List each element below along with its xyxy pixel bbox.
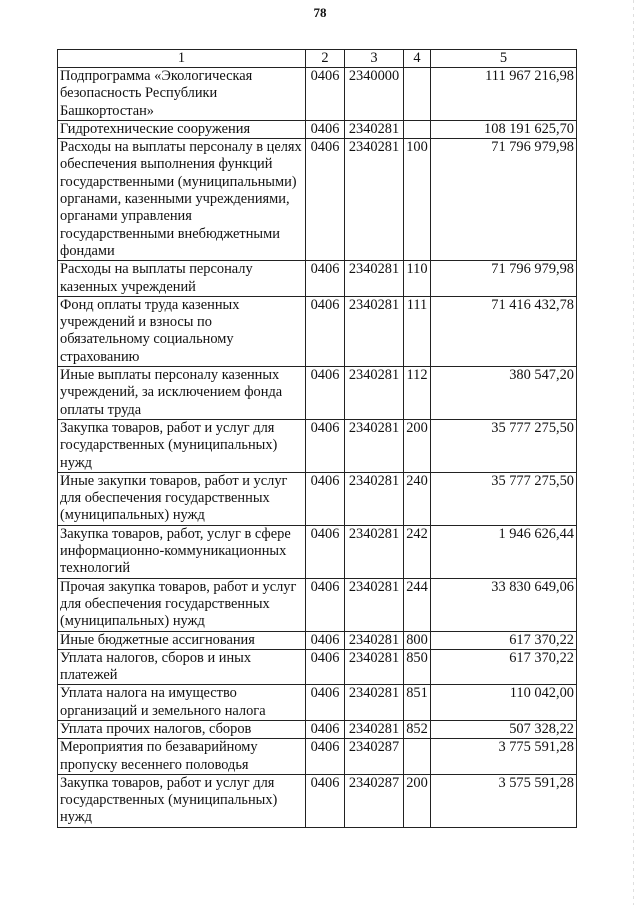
target-code: 2340281 xyxy=(345,720,404,738)
expense-name: Прочая закупка товаров, работ и услуг для обеспечения государственных (муниципальных) нужд xyxy=(58,578,306,631)
target-code: 2340281 xyxy=(345,472,404,525)
target-code: 2340281 xyxy=(345,525,404,578)
page-number: 78 xyxy=(313,5,327,20)
target-code: 2340281 xyxy=(345,631,404,649)
expense-name: Иные закупки товаров, работ и услуг для обеспечения государственных (муниципальных) нужд xyxy=(58,472,306,525)
amount-value: 110 042,00 xyxy=(431,685,577,721)
section-code: 0406 xyxy=(306,631,345,649)
expense-type-code: 100 xyxy=(404,139,431,261)
table-row xyxy=(58,525,577,578)
expense-type-code xyxy=(404,739,431,775)
table-row xyxy=(58,261,577,297)
expense-type-code: 111 xyxy=(404,296,431,366)
section-code: 0406 xyxy=(306,685,345,721)
table-row xyxy=(58,720,577,738)
expense-name: Подпрограмма «Экологическая безопасность Республики Башкортостан» xyxy=(58,68,306,121)
amount-value: 617 370,22 xyxy=(431,649,577,685)
target-code: 2340281 xyxy=(345,419,404,472)
section-code: 0406 xyxy=(306,68,345,121)
table-row xyxy=(58,472,577,525)
table-row xyxy=(58,296,577,366)
expense-name: Расходы на выплаты персоналу казенных учреждений xyxy=(58,261,306,297)
expense-type-code: 851 xyxy=(404,685,431,721)
expense-type-code: 852 xyxy=(404,720,431,738)
column-header-2: 2 xyxy=(306,50,345,68)
table-body xyxy=(58,68,577,828)
expense-name: Иные выплаты персоналу казенных учреждений, за исключением фонда оплаты труда xyxy=(58,367,306,420)
expense-name: Закупка товаров, работ и услуг для государственных (муниципальных) нужд xyxy=(58,419,306,472)
column-header-1: 1 xyxy=(58,50,306,68)
amount-value: 108 191 625,70 xyxy=(431,120,577,138)
section-code: 0406 xyxy=(306,472,345,525)
expense-name: Иные бюджетные ассигнования xyxy=(58,631,306,649)
amount-value: 35 777 275,50 xyxy=(431,419,577,472)
amount-value: 507 328,22 xyxy=(431,720,577,738)
amount-value: 380 547,20 xyxy=(431,367,577,420)
expense-name: Фонд оплаты труда казенных учреждений и взносы по обязательному социальному страхованию xyxy=(58,296,306,366)
expense-type-code: 110 xyxy=(404,261,431,297)
section-code: 0406 xyxy=(306,739,345,775)
amount-value: 111 967 216,98 xyxy=(431,68,577,121)
expense-name: Мероприятия по безаварийному пропуску весеннего половодья xyxy=(58,739,306,775)
expense-name: Уплата налогов, сборов и иных платежей xyxy=(58,649,306,685)
section-code: 0406 xyxy=(306,296,345,366)
section-code: 0406 xyxy=(306,525,345,578)
target-code: 2340000 xyxy=(345,68,404,121)
expense-type-code: 800 xyxy=(404,631,431,649)
amount-value: 35 777 275,50 xyxy=(431,472,577,525)
section-code: 0406 xyxy=(306,261,345,297)
amount-value: 617 370,22 xyxy=(431,631,577,649)
target-code: 2340287 xyxy=(345,739,404,775)
expense-name: Закупка товаров, работ, услуг в сфере информационно-коммуникационных технологий xyxy=(58,525,306,578)
section-code: 0406 xyxy=(306,774,345,827)
table-row xyxy=(58,774,577,827)
expense-name: Расходы на выплаты персоналу в целях обеспечения выполнения функций государственными (муниципальными) органами, казенными учреждениями, органами управления государственными внебюджетными фондами xyxy=(58,139,306,261)
section-code: 0406 xyxy=(306,720,345,738)
table-row xyxy=(58,685,577,721)
amount-value: 1 946 626,44 xyxy=(431,525,577,578)
table-row xyxy=(58,649,577,685)
amount-value: 3 575 591,28 xyxy=(431,774,577,827)
section-code: 0406 xyxy=(306,649,345,685)
table-header-row xyxy=(58,50,577,68)
table-row xyxy=(58,739,577,775)
section-code: 0406 xyxy=(306,367,345,420)
target-code: 2340281 xyxy=(345,649,404,685)
section-code: 0406 xyxy=(306,139,345,261)
target-code: 2340281 xyxy=(345,261,404,297)
expense-type-code: 242 xyxy=(404,525,431,578)
target-code: 2340281 xyxy=(345,120,404,138)
table-row xyxy=(58,68,577,121)
column-header-4: 4 xyxy=(404,50,431,68)
section-code: 0406 xyxy=(306,120,345,138)
expense-name: Уплата налога на имущество организаций и земельного налога xyxy=(58,685,306,721)
table-row xyxy=(58,139,577,261)
expense-name: Закупка товаров, работ и услуг для государственных (муниципальных) нужд xyxy=(58,774,306,827)
amount-value: 3 775 591,28 xyxy=(431,739,577,775)
expense-type-code: 850 xyxy=(404,649,431,685)
amount-value: 71 796 979,98 xyxy=(431,261,577,297)
expense-type-code xyxy=(404,68,431,121)
target-code: 2340281 xyxy=(345,685,404,721)
column-header-5: 5 xyxy=(431,50,577,68)
target-code: 2340281 xyxy=(345,367,404,420)
table-row xyxy=(58,120,577,138)
amount-value: 71 796 979,98 xyxy=(431,139,577,261)
table-row xyxy=(58,631,577,649)
target-code: 2340281 xyxy=(345,578,404,631)
amount-value: 71 416 432,78 xyxy=(431,296,577,366)
section-code: 0406 xyxy=(306,419,345,472)
table-row xyxy=(58,367,577,420)
scan-edge-artifact xyxy=(633,0,634,905)
column-header-3: 3 xyxy=(345,50,404,68)
expense-name: Уплата прочих налогов, сборов xyxy=(58,720,306,738)
expense-name: Гидротехнические сооружения xyxy=(58,120,306,138)
table-row xyxy=(58,578,577,631)
expense-type-code: 244 xyxy=(404,578,431,631)
target-code: 2340281 xyxy=(345,296,404,366)
target-code: 2340287 xyxy=(345,774,404,827)
budget-table xyxy=(57,49,577,828)
expense-type-code: 240 xyxy=(404,472,431,525)
amount-value: 33 830 649,06 xyxy=(431,578,577,631)
expense-type-code: 112 xyxy=(404,367,431,420)
target-code: 2340281 xyxy=(345,139,404,261)
section-code: 0406 xyxy=(306,578,345,631)
expense-type-code: 200 xyxy=(404,774,431,827)
expense-type-code: 200 xyxy=(404,419,431,472)
expense-type-code xyxy=(404,120,431,138)
table-row xyxy=(58,419,577,472)
